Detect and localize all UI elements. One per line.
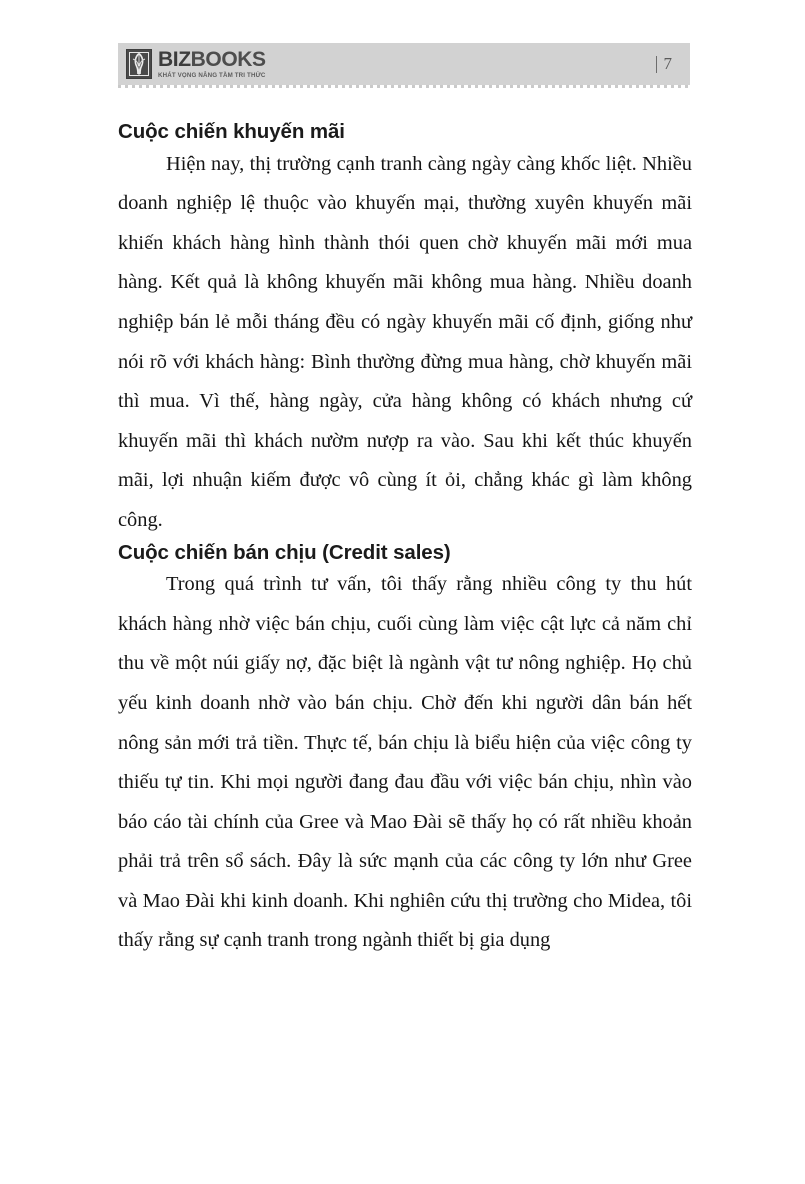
page-folio bbox=[656, 54, 673, 74]
header-dotted-rule bbox=[118, 85, 690, 88]
brand-name-biz: BIZ bbox=[158, 47, 191, 71]
brand-name bbox=[158, 49, 266, 70]
brand-logo bbox=[126, 49, 266, 79]
folio-divider-icon bbox=[656, 56, 657, 73]
paragraph-promotion-war: Hiện nay, thị trường cạnh tranh càng ngày càng khốc liệt. Nhiều doanh nghiệp lệ thuộc vào khuyến mại, thường xuyên khuyến mãi khiến khách hàng hình thành thói quen chờ khuyến mãi mới mua hàng. Kết quả là không khuyến mãi không mua hàng. Nhiều doanh nghiệp bán lẻ mỗi tháng đều có ngày khuyến mãi cố định, giống như nói rõ với khách hàng: Bình thường đừng mua hàng, chờ khuyến mãi thì mua. Vì thế, hàng ngày, cửa hàng không có khách nhưng cứ khuyến mãi thì khách nườm nượp ra vào. Sau khi kết thúc khuyến mãi, lợi nhuận kiếm được vô cùng ít ỏi, chẳng khác gì làm không công. bbox=[118, 152, 692, 531]
paragraph-credit-sales-war: Trong quá trình tư vấn, tôi thấy rằng nhiều công ty thu hút khách hàng nhờ việc bán chịu, cuối cùng làm việc cật lực cả năm chỉ thu về một núi giấy nợ, đặc biệt là ngành vật tư nông nghiệp. Họ chủ yếu kinh doanh nhờ vào bán chịu. Chờ đến khi người dân bán hết nông sản mới trả tiền. Thực tế, bán chịu là biểu hiện của việc công ty thiếu tự tin. Khi mọi người đang đau đầu với việc bán chịu, nhìn vào báo cáo tài chính của Gree và Mao Đài sẽ thấy họ có rất nhiều khoản phải trả trên sổ sách. Đây là sức mạnh của các công ty lớn như Gree và Mao Đài khi kinh doanh. Khi nghiên cứu thị trường cho Midea, tôi thấy rằng sự cạnh tranh trong ngành thiết bị gia dụng bbox=[118, 573, 692, 952]
brand-name-books: BOOKS bbox=[190, 47, 266, 71]
brand-tagline: KHÁT VỌNG NÂNG TẦM TRI THỨC bbox=[158, 71, 266, 79]
section-heading-credit-sales-war: Cuộc chiến bán chịu (Credit sales) bbox=[118, 540, 451, 564]
section-heading-promotion-war: Cuộc chiến khuyến mãi bbox=[118, 120, 345, 143]
page-number: 7 bbox=[663, 54, 672, 73]
page-header bbox=[118, 43, 690, 85]
book-emblem-icon bbox=[126, 49, 152, 79]
page-content bbox=[118, 120, 692, 961]
brand-wordmark bbox=[158, 49, 266, 79]
